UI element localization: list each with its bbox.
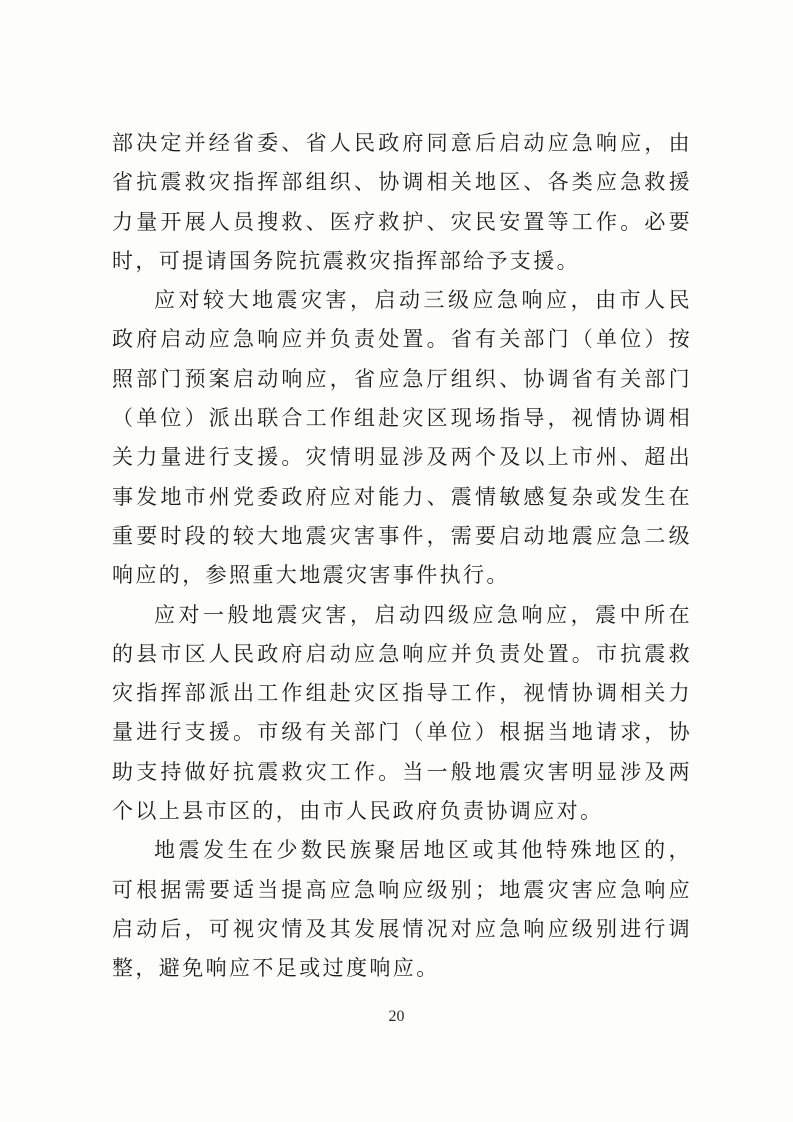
document-body: [112, 124, 692, 989]
paragraph-special-areas: 地震发生在少数民族聚居地区或其他特殊地区的，可根据需要适当提高应急响应级别；地震灾害应急响应启动后，可视灾情及其发展情况对应急响应级别进行调整，避免响应不足或过度响应。: [112, 838, 692, 981]
page-number: 20: [388, 1008, 405, 1025]
paragraph-level-three-response: 应对较大地震灾害，启动三级应急响应，由市人民政府启动应急响应并负责处置。省有关部门（单位）按照部门预案启动响应，省应急厅组织、协调省有关部门（单位）派出联合工作组赴灾区现场指导，视情协调相关力量进行支援。灾情明显涉及两个及以上市州、超出事发地市州党委政府应对能力、震情敏感复杂或发生在重要时段的较大地震灾害事件，需要启动地震应急二级响应的，参照重大地震灾害事件执行。: [112, 288, 692, 588]
paragraph-level-four-response: 应对一般地震灾害，启动四级应急响应，震中所在的县市区人民政府启动应急响应并负责处置。市抗震救灾指挥部派出工作组赴灾区指导工作，视情协调相关力量进行支援。市级有关部门（单位）根据当地请求，协助支持做好抗震救灾工作。当一般地震灾害明显涉及两个以上县市区的，由市人民政府负责协调应对。: [112, 602, 692, 824]
paragraph-continuation: 部决定并经省委、省人民政府同意后启动应急响应，由省抗震救灾指挥部组织、协调相关地区、各类应急救援力量开展人员搜救、医疗救护、灾民安置等工作。必要时，可提请国务院抗震救灾指挥部给予支援。: [112, 131, 692, 273]
